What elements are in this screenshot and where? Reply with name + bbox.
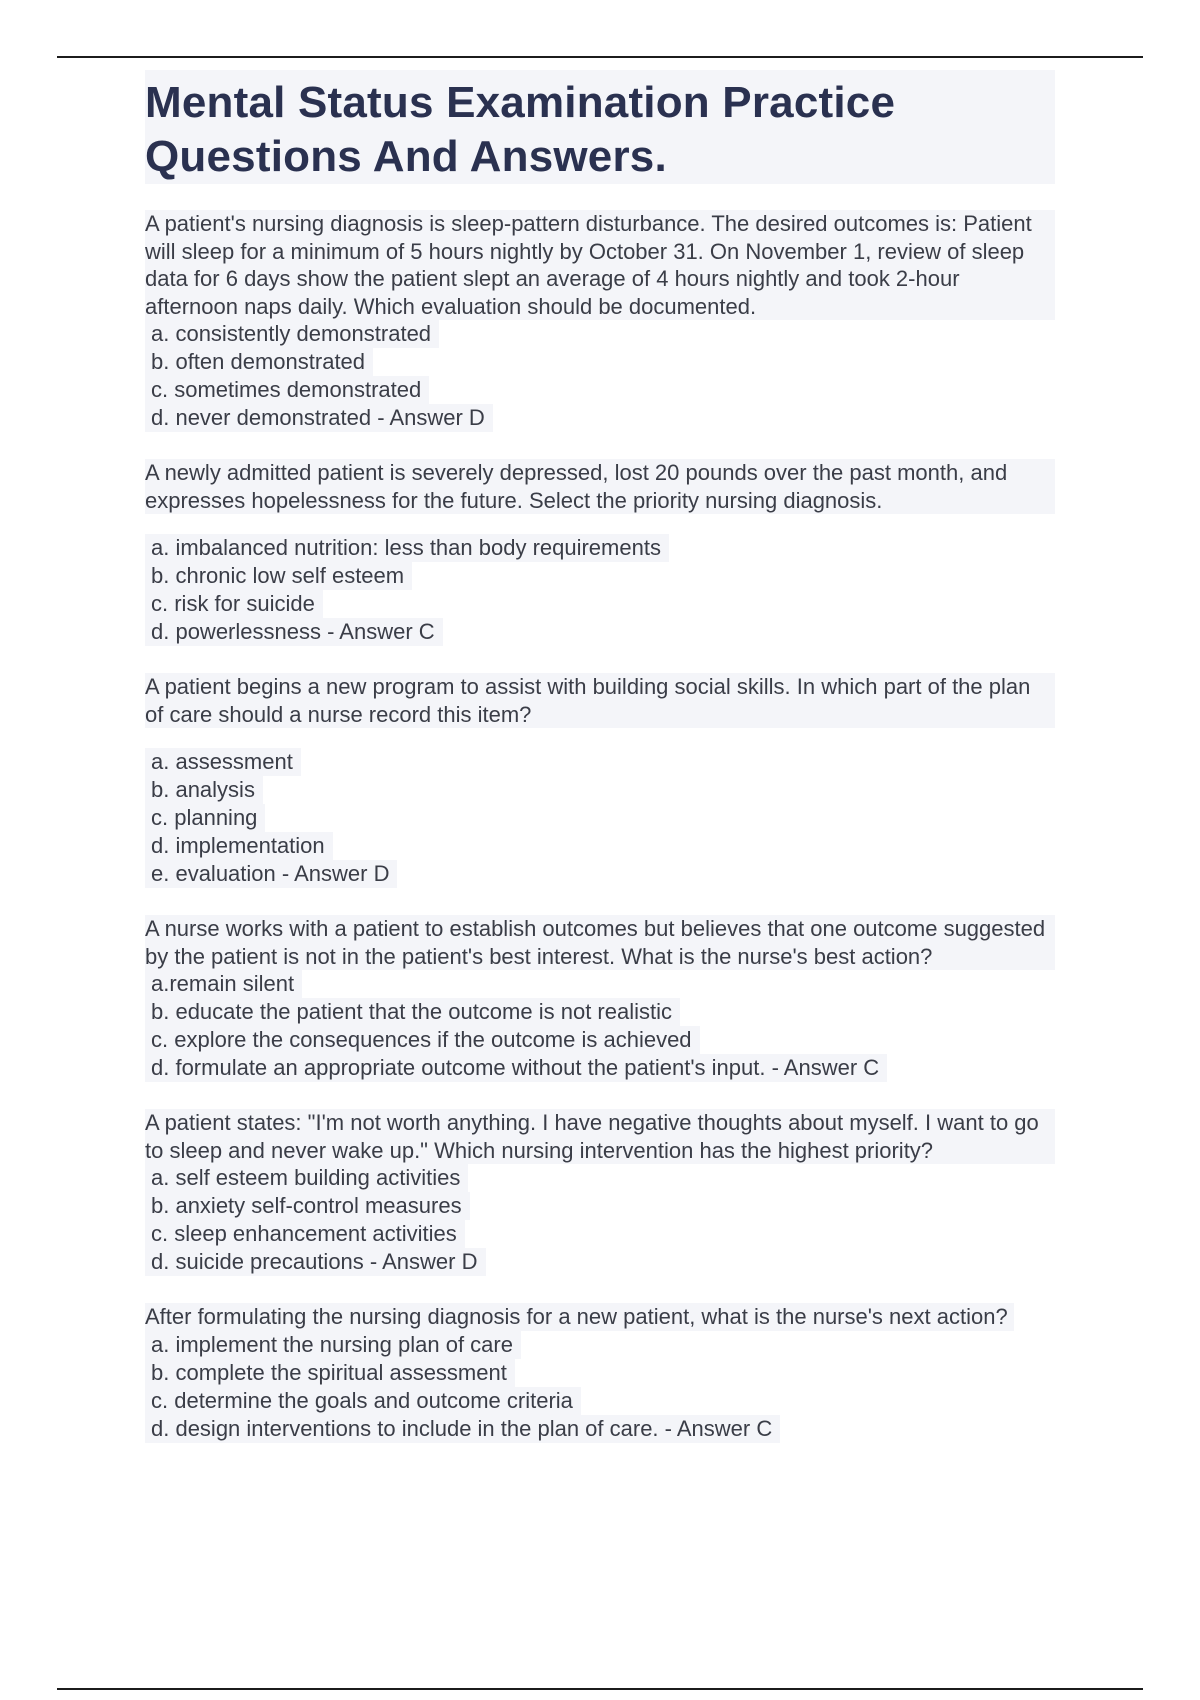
option-a: a. assessment — [145, 748, 301, 776]
top-divider — [57, 56, 1143, 58]
option-a: a. self esteem building activities — [145, 1164, 468, 1192]
option-c: c. sleep enhancement activities — [145, 1220, 465, 1248]
option-b: b. analysis — [145, 776, 263, 804]
option-a: a. implement the nursing plan of care — [145, 1331, 521, 1359]
option-c: c. planning — [145, 804, 265, 832]
option-d: d. never demonstrated - Answer D — [145, 404, 493, 432]
option-c: c. explore the consequences if the outcome is achieved — [145, 1026, 700, 1054]
option-b: b. chronic low self esteem — [145, 562, 412, 590]
option-d: d. suicide precautions - Answer D — [145, 1248, 486, 1276]
answer-options — [145, 1164, 1055, 1276]
answer-options — [145, 970, 1055, 1082]
question-text: A nurse works with a patient to establish outcomes but believes that one outcome suggested by the patient is not in the patient's best interest. What is the nurse's best action? — [145, 915, 1055, 970]
option-a: a. consistently demonstrated — [145, 320, 439, 348]
question-text: A patient begins a new program to assist with building social skills. In which part of the plan of care should a nurse record this item? — [145, 673, 1055, 728]
option-d: d. implementation — [145, 832, 333, 860]
answer-options — [145, 748, 1055, 888]
option-d: d. formulate an appropriate outcome without the patient's input. - Answer C — [145, 1054, 887, 1082]
bottom-divider — [57, 1688, 1143, 1690]
question-text: After formulating the nursing diagnosis for a new patient, what is the nurse's next action? — [145, 1303, 1014, 1331]
option-c: c. sometimes demonstrated — [145, 376, 429, 404]
option-a: a.remain silent — [145, 970, 302, 998]
option-d: d. powerlessness - Answer C — [145, 618, 443, 646]
question-list — [145, 210, 1055, 1470]
question-2 — [145, 459, 1055, 646]
question-3 — [145, 673, 1055, 888]
page-title-line-2: Questions And Answers. — [145, 132, 667, 181]
option-b: b. educate the patient that the outcome is not realistic — [145, 998, 680, 1026]
option-e: e. evaluation - Answer D — [145, 860, 397, 888]
question-text: A patient's nursing diagnosis is sleep-pattern disturbance. The desired outcomes is: Patient will sleep for a minimum of 5 hours nightly by October 31. On November 1, review of sleep data for 6 days show the patient slept an average of 4 hours nightly and took 2-hour afternoon naps daily. Which evaluation should be documented. — [145, 210, 1055, 320]
question-6 — [145, 1303, 1055, 1443]
question-4 — [145, 915, 1055, 1082]
page-title-line-1: Mental Status Examination Practice — [145, 78, 896, 127]
title-block — [145, 70, 1055, 184]
option-c: c. determine the goals and outcome criteria — [145, 1387, 581, 1415]
option-c: c. risk for suicide — [145, 590, 323, 618]
answer-options — [145, 320, 1055, 432]
option-b: b. anxiety self-control measures — [145, 1192, 470, 1220]
option-a: a. imbalanced nutrition: less than body requirements — [145, 534, 669, 562]
question-text: A patient states: "I'm not worth anything. I have negative thoughts about myself. I want to go to sleep and never wake up." Which nursing intervention has the highest priority? — [145, 1109, 1055, 1164]
option-b: b. complete the spiritual assessment — [145, 1359, 515, 1387]
question-text: A newly admitted patient is severely depressed, lost 20 pounds over the past month, and expresses hopelessness for the future. Select the priority nursing diagnosis. — [145, 459, 1055, 514]
question-1 — [145, 210, 1055, 432]
question-5 — [145, 1109, 1055, 1276]
option-d: d. design interventions to include in the plan of care. - Answer C — [145, 1415, 780, 1443]
option-b: b. often demonstrated — [145, 348, 373, 376]
answer-options — [145, 534, 1055, 646]
answer-options — [145, 1331, 1055, 1443]
page-title — [145, 76, 1055, 184]
